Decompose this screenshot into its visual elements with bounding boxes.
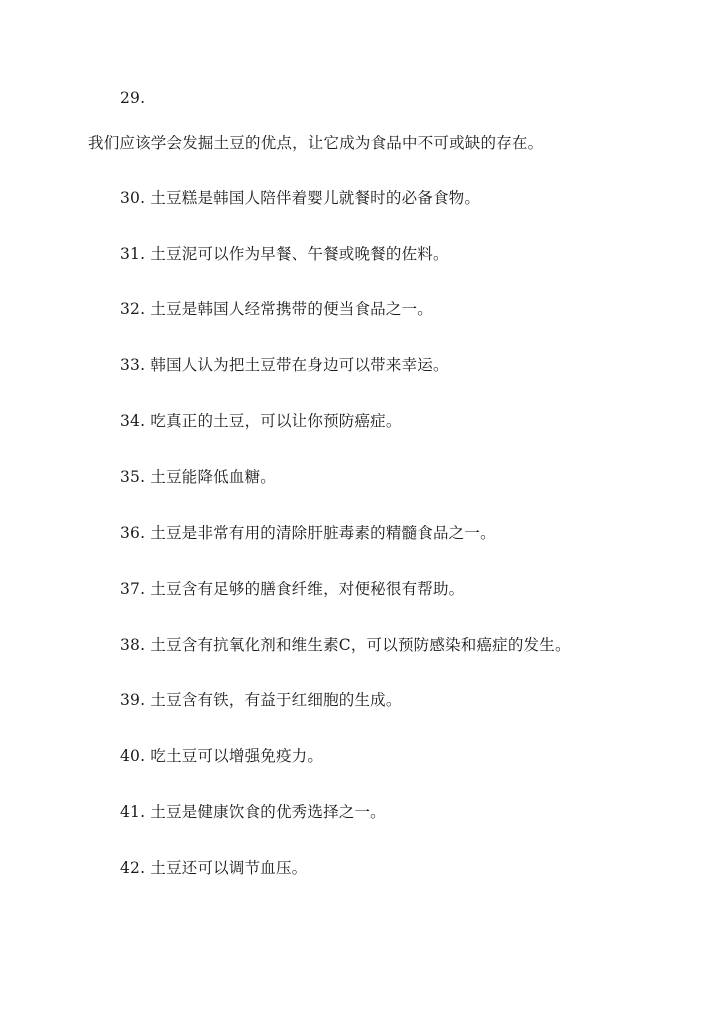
- list-item: 35. 土豆能降低血糖。: [120, 468, 276, 486]
- list-item: 40. 吃土豆可以增强免疫力。: [120, 747, 324, 765]
- list-item: 34. 吃真正的土豆，可以让你预防癌症。: [120, 412, 402, 430]
- list-item: 31. 土豆泥可以作为早餐、午餐或晚餐的佐料。: [120, 245, 449, 263]
- list-item: 41. 土豆是健康饮食的优秀选择之一。: [120, 803, 386, 821]
- paragraph: 我们应该学会发掘土豆的优点，让它成为食品中不可或缺的存在。: [88, 134, 544, 152]
- list-item: 33. 韩国人认为把土豆带在身边可以带来幸运。: [120, 356, 449, 374]
- list-item: 39. 土豆含有铁，有益于红细胞的生成。: [120, 691, 402, 709]
- list-item: 37. 土豆含有足够的膳食纤维，对便秘很有帮助。: [120, 580, 465, 598]
- list-item: 29.: [120, 89, 146, 107]
- list-item: 32. 土豆是韩国人经常携带的便当食品之一。: [120, 300, 433, 318]
- list-item: 36. 土豆是非常有用的清除肝脏毒素的精髓食品之一。: [120, 524, 496, 542]
- list-item: 42. 土豆还可以调节血压。: [120, 859, 308, 877]
- list-item: 38. 土豆含有抗氧化剂和维生素C，可以预防感染和癌症的发生。: [120, 636, 571, 654]
- list-item: 30. 土豆糕是韩国人陪伴着婴儿就餐时的必备食物。: [120, 189, 481, 207]
